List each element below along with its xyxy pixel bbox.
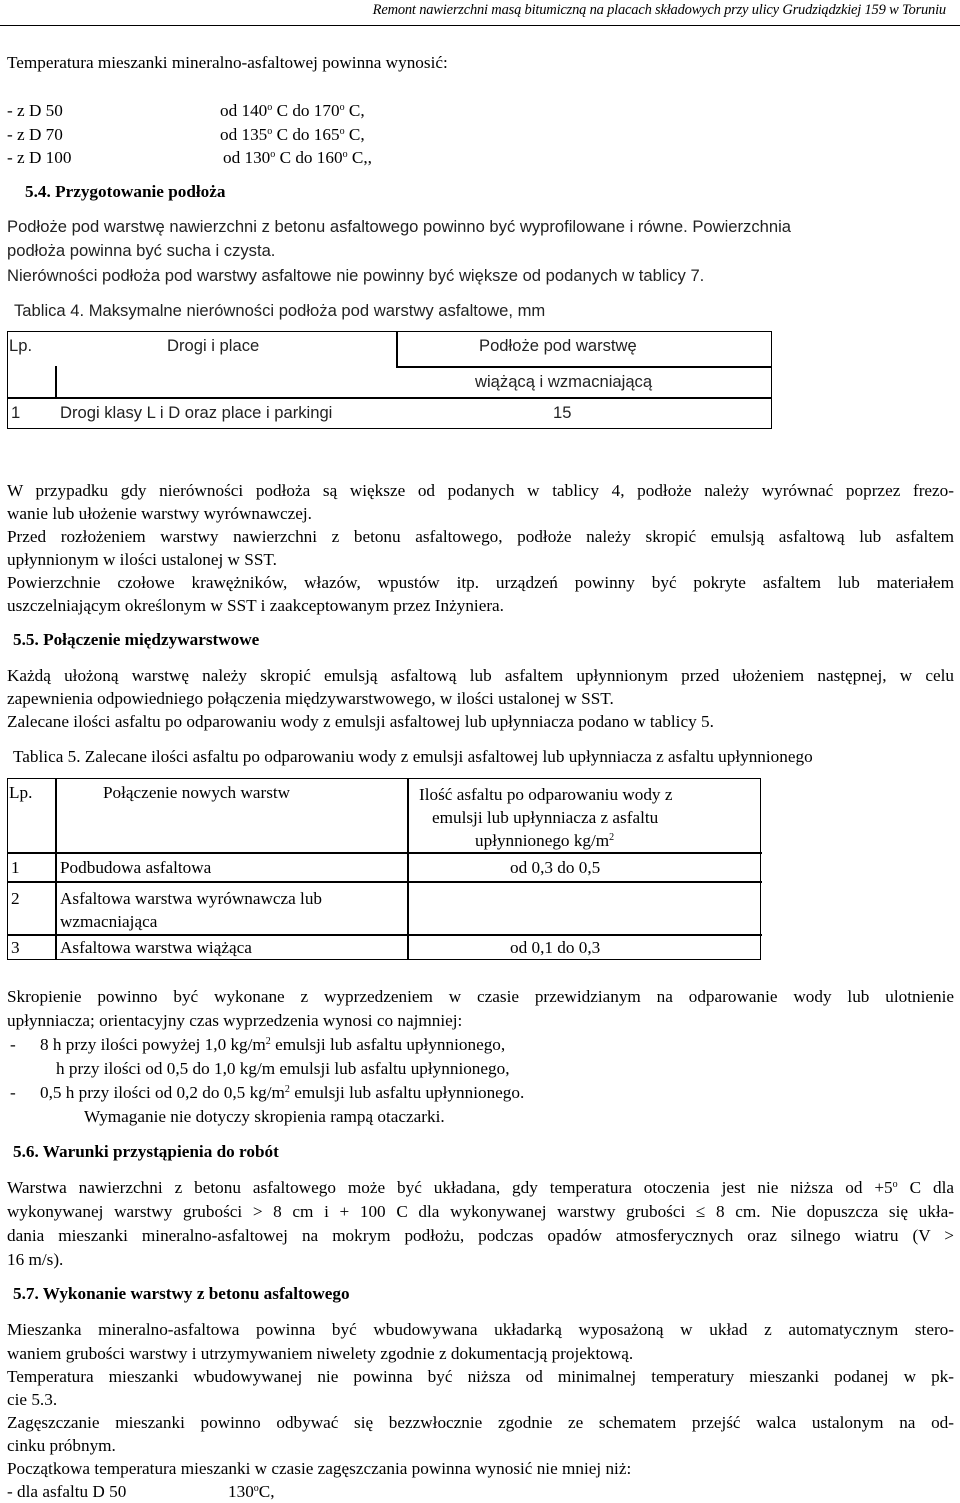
table-5-header-amount-l3: upłynnionego $kg/m^2$: [475, 831, 615, 850]
table-5-row-3-value: od 0,1 do 0,3: [510, 938, 601, 957]
table-4: [7, 331, 772, 429]
s56-line-1: Warstwa nawierzchni z betonu asfaltowego może być układana, gdy temperatura otoczenia jest nie niższa od $+5^o$ C dla: [7, 1178, 955, 1197]
table-4-header-roads: Drogi i place: [167, 336, 260, 355]
s57-paragraph-1-line-1: Mieszanka mineralno-asfaltowa powinna być wbudowywana układarką wyposażoną w układ z automatycznym stero-: [7, 1320, 954, 1339]
s56-line-4: 16 m/s).: [7, 1250, 64, 1269]
table-5-row-1-value: od 0,3 do 0,5: [510, 858, 601, 877]
table-4-cell-lp: 1: [11, 403, 21, 422]
temp-range: od 140$^o$ C do 170$^o$ C,: [220, 101, 365, 120]
table-5: [7, 778, 762, 960]
table-4-header-base-sub: wiążącą i wzmacniającą: [475, 372, 653, 391]
table-4-header-lp: Lp.: [9, 336, 33, 355]
s57-paragraph-3-line-1: Zagęszczanie mieszanki powinno odbywać się bezzwłocznie zgodnie ze schematem przejść walca ustalonym na od-: [7, 1413, 954, 1432]
s54-paragraph-4-line-2: upłynnionym w ilości ustalonej w SST.: [7, 550, 277, 569]
table-5-row-1-name: Podbudowa asfaltowa: [60, 858, 212, 877]
table-5-row-2-name-cont: wzmacniająca: [60, 912, 158, 931]
table-4-caption: Tablica 4. Maksymalne nierówności podłoża pod warstwy asfaltowe, mm: [14, 301, 546, 320]
table-5-header-amount-l1: Ilość asfaltu po odparowaniu wody z: [419, 785, 673, 804]
temp-range: od 135$^o$ C do 165$^o$ C,: [220, 125, 365, 144]
s55-paragraph-1-line-1: Każdą ułożoną warstwę należy skropić emulsją asfaltową lub asfaltem upłynnionym przed ułożeniem następnej, w celu: [7, 666, 954, 685]
s57-paragraph-3-line-2: cinku próbnym.: [7, 1436, 116, 1455]
s54-paragraph-1-line-1: Podłoże pod warstwę nawierzchni z betonu asfaltowego powinno być wyprofilowane i równe. Powierzchnia: [7, 217, 792, 236]
s54-paragraph-3-line-1: W przypadku gdy nierówności podłoża są większe od podanych w tablicy 4, podłoże należy wyrównać poprzez frezo-: [7, 481, 954, 500]
table-5-row-1-lp: 1: [11, 858, 20, 877]
temp-range: od 130$^o$ C do 160$^o$ C,,: [223, 148, 372, 167]
s54-paragraph-5-line-2: uszczelniającym określonym w SST i zaakceptowanym przez Inżyniera.: [7, 596, 504, 615]
s57-last-value: 130$^o$C,: [228, 1482, 275, 1501]
temp-intro: Temperatura mieszanki mineralno-asfaltowej powinna wynosić:: [7, 53, 448, 72]
s54-paragraph-2: Nierówności podłoża pod warstwy asfaltowe nie powinny być większe od podanych w tablicy 7.: [7, 266, 705, 285]
s57-paragraph-2-line-1: Temperatura mieszanki wbudowywanej nie powinna być niższa od minimalnej temperatury mieszanki podanej w pk-: [7, 1367, 954, 1386]
temp-label: - z D 70: [7, 125, 63, 144]
s55-paragraph-3-line-2: upłynniacza; orientacyjny czas wyprzedzenia wynosi co najmniej:: [7, 1011, 463, 1030]
s54-paragraph-5-line-1: Powierzchnie czołowe krawężników, włazów, wpustów itp. urządzeń powinny być pokryte asfaltem lub materiałem: [7, 573, 954, 592]
s55-paragraph-2: Zalecane ilości asfaltu po odparowaniu wody z emulsji asfaltowej lub upłynniacza podano w tablicy 5.: [7, 712, 714, 731]
table-5-header-connection: Połączenie nowych warstw: [103, 783, 291, 802]
section-heading-5-6: 5.6. Warunki przystąpienia do robót: [13, 1142, 279, 1161]
table-5-header-lp: Lp.: [9, 783, 33, 802]
s57-paragraph-1-line-2: waniem grubości warstwy i utrzymywaniem niwelety zgodnie z dokumentacją projektową.: [7, 1344, 634, 1363]
table-5-caption: Tablica 5. Zalecane ilości asfaltu po odparowaniu wody z emulsji asfaltowej lub upłynniacza z asfaltu upłynnionego: [13, 747, 813, 766]
table-4-cell-name: Drogi klasy L i D oraz place i parkingi: [60, 403, 333, 422]
document-page: Remont nawierzchni masą bitumiczną na placach składowych przy ulicy Grudziądzkiej 159 w Toruniu Temperatura mieszanki mineralno-asfaltowej powinna wynosić: - z D 50 od 140$^o$ C do 170$^o$ C, - z D 70 od 135$^o$ C do 165$^o$ C, - z D 100 od 130$^o$ C do 160$^o$ C,, 5.4. Przygotowanie podłoża Podłoże pod warstwę nawierzchni z betonu asfaltowego powinno być wyprofilowane i równe. Powierzchnia podłoża powinna być sucha i czysta. Nierówności podłoża pod warstwy asfaltowe nie powinny być większe od podanych w tablicy 7. Tablica 4. Maksymalne nierówności podłoża pod warstwy asfaltowe, mm Lp. Drogi i place Podłoże pod warstwę wiążącą i wzmacniającą 1 Drogi klasy L i D oraz place i parkingi 15 W przypadku gdy nierówności podłoża są większe od podanych w tablicy 4, podłoże należy wyrównać poprzez frezo- wanie lub ułożenie warstwy wyrównawczej. Przed rozłożeniem warstwy nawierzchni z betonu asfaltowego, podłoże należy skropić emulsją asfaltową lub asfaltem upłynnionym w ilości ustalonej w SST. Powierzchnie czołowe krawężników, włazów, wpustów itp. urządzeń powinny być pokryte asfaltem lub materiałem uszczelniającym określonym w SST i zaakceptowanym przez Inżyniera. 5.5. Połączenie międzywarstwowe Każdą ułożoną warstwę należy skropić emulsją asfaltową lub asfaltem upłynnionym przed ułożeniem następnej, w celu zapewnienia odpowiedniego połączenia międzywarstwowego, w ilości ustalonej w SST. Zalecane ilości asfaltu po odparowaniu wody z emulsji asfaltowej lub upłynniacza podano w tablicy 5. Tablica 5. Zalecane ilości asfaltu po odparowaniu wody z emulsji asfaltowej lub upłynniacza z asfaltu upłynnionego Lp. Połączenie nowych warstw Ilość asfaltu po odparowaniu wody z emulsji lub upłynniacza z asfaltu upłynnionego $kg/m^2$ 1 Podbudowa asfaltowa od 0,3 do 0,5 2 Asfaltowa warstwa wyrównawcza lub wzmacniająca 3 Asfaltowa warstwa wiążąca od 0,1 do 0,3 Skropienie powinno być wykonane z wyprzedzeniem w czasie przewidzianym na odparowanie wody lub ulotnienie upłynniacza; orientacyjny czas wyprzedzenia wynosi co najmniej: - 8 h przy ilości powyżej 1,0 $kg/m^2$ emulsji lub asfaltu upłynnionego, h przy ilości od 0,5 do 1,0 kg/m emulsji lub asfaltu upłynnionego, - 0,5 h przy ilości od 0,2 do 0,5 $kg/m^2$ emulsji lub asfaltu upłynnionego. Wymaganie nie dotyczy skropienia rampą otaczarki. 5.6. Warunki przystąpienia do robót Warstwa nawierzchni z betonu asfaltowego może być układana, gdy temperatura otoczenia jest nie niższa od $+5^o$ C dla wykonywanej warstwy grubości > 8 cm i + 100 C dla wykonywanej warstwy grubości ≤ 8 cm. Nie dopuszcza się ukła- dania mieszanki mineralno-asfaltowej na mokrym podłożu, podczas opadów atmosferycznych oraz silnego wiatru (V > 16 m/s). 5.7. Wykonanie warstwy z betonu asfaltowego Mieszanka mineralno-asfaltowa powinna być wbudowywana układarką wyposażoną w układ z automatycznym stero- waniem grubości warstwy i utrzymywaniem niwelety zgodnie z dokumentacją projektową. Temperatura mieszanki wbudowywanej nie powinna być niższa od minimalnej temperatury mieszanki podanej w pk- cie 5.3. Zagęszczanie mieszanki powinno odbywać się bezzwłocznie zgodnie ze schematem przejść walca ustalonym na od- cinku próbnym. Początkowa temperatura mieszanki w czasie zagęszczania powinna wynosić nie mniej niż: - dla asfaltu D 50 130$^o$C,: [0, 0, 960, 1501]
table-5-row-2-lp: 2: [11, 889, 20, 908]
table-4-cell-value: 15: [553, 403, 572, 422]
s57-paragraph-2-line-2: cie 5.3.: [7, 1390, 58, 1409]
s56-line-2: wykonywanej warstwy grubości > 8 cm i + 100 C dla wykonywanej warstwy grubości ≤ 8 cm. Nie dopuszcza się ukła-: [7, 1202, 954, 1221]
s57-last-label: - dla asfaltu D 50: [7, 1482, 127, 1501]
s55-paragraph-3-line-1: Skropienie powinno być wykonane z wyprzedzeniem w czasie przewidzianym na odparowanie wody lub ulotnienie: [7, 987, 954, 1006]
s57-paragraph-4: Początkowa temperatura mieszanki w czasie zagęszczania powinna wynosić nie mniej niż:: [7, 1459, 632, 1478]
s54-paragraph-3-line-2: wanie lub ułożenie warstwy wyrównawczej.: [7, 504, 312, 523]
s54-paragraph-4-line-1: Przed rozłożeniem warstwy nawierzchni z betonu asfaltowego, podłoże należy skropić emulsją asfaltową lub asfaltem: [7, 527, 954, 546]
section-heading-5-7: 5.7. Wykonanie warstwy z betonu asfaltowego: [13, 1284, 350, 1303]
section-heading-5-4: 5.4. Przygotowanie podłoża: [25, 182, 226, 201]
s56-line-3: dania mieszanki mineralno-asfaltowej na mokrym podłożu, podczas opadów atmosferycznych oraz silnego wiatru (V >: [7, 1226, 954, 1245]
table-5-row-2-name: Asfaltowa warstwa wyrównawcza lub: [60, 889, 323, 908]
running-header: Remont nawierzchni masą bitumiczną na placach składowych przy ulicy Grudziądzkiej 159 w Toruniu: [372, 2, 946, 18]
table-5-row-3-lp: 3: [11, 938, 20, 957]
table-5-row-3-name: Asfaltowa warstwa wiążąca: [60, 938, 252, 957]
table-5-header-amount-l2: emulsji lub upłynniacza z asfaltu: [432, 808, 659, 827]
temp-label: - z D 100: [7, 148, 72, 167]
s54-paragraph-1-line-2: podłoża powinna być sucha i czysta.: [7, 241, 276, 260]
s55-paragraph-1-line-2: zapewnienia odpowiedniego połączenia międzywarstwowego, w ilości ustalonej w SST.: [7, 689, 614, 708]
section-heading-5-5: 5.5. Połączenie międzywarstwowe: [13, 630, 260, 649]
table-4-header-base: Podłoże pod warstwę: [479, 336, 637, 355]
temp-label: - z D 50: [7, 101, 63, 120]
s55-note: Wymaganie nie dotyczy skropienia rampą otaczarki.: [84, 1107, 445, 1126]
header-rule: [0, 25, 960, 26]
